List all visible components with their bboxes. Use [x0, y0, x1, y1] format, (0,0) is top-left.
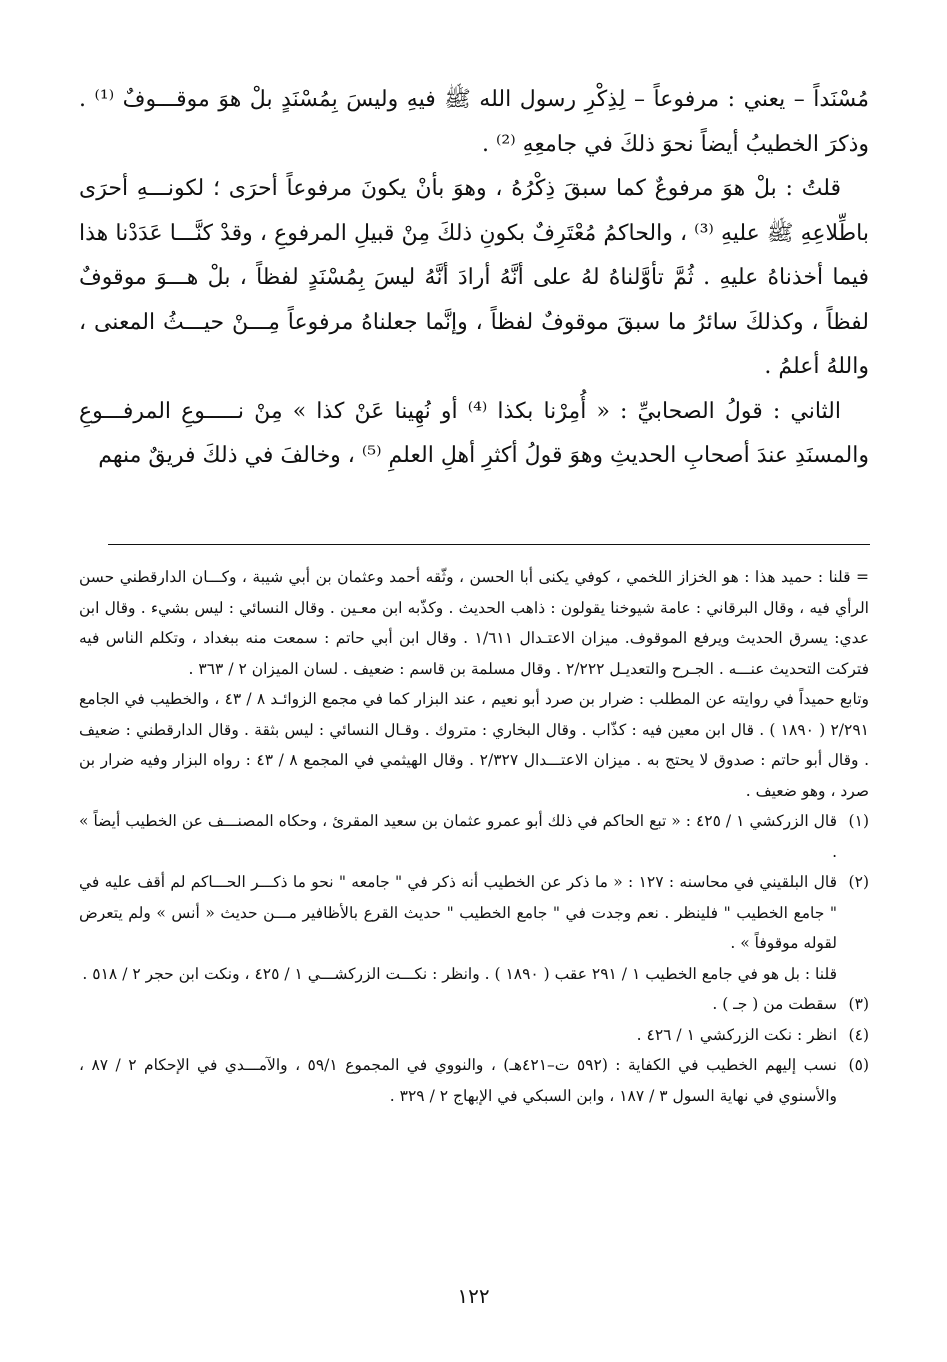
footnote-marker: (١) — [848, 812, 869, 830]
footnote-marker: (٣) — [848, 995, 869, 1013]
footnote-marker: (٤) — [848, 1025, 869, 1044]
footnote-2-addendum: قلنا : بل هو في جامع الخطيب ١ / ٢٩١ عقب ( ١٨٩٠ ) . وانظر : نكـــت الزركشـــي ١ / ٤٢٥ ، ونكت ابن حجر ٢ / ٥١٨ . — [82, 964, 837, 983]
main-text — [79, 78, 869, 479]
footnote-marker: (٢) — [848, 873, 869, 891]
footnote-text: نسب إليهم الخطيب في الكفاية : (٥٩٢ ت–٤٢١هـ) ، والنووي في المجموع ٥٩/١ ، والآمـــدي في الإحكام ٢ / ٨٧ ، والأسنوي في نهاية السول ٣ / ١٨٧ ، وابن السبكي في الإبهاج ٢ / ٣٢٩ . — [79, 1056, 837, 1105]
footnote-text: قال البلقيني في محاسنه : ١٢٧ : « ما ذكر عن الخطيب أنه ذكر في " جامعه " نحو ما ذكـــر الحـــاكم لم أقف عليه في " جامع الخطيب " فلينظر . نعم وجدت في " جامع الخطيب " حديث القرع بالأظافير مـــن حديث « أنس » ولم يتعرض لقوله موقوفاً » . — [79, 873, 837, 952]
main-paragraph-3: الثاني : قولُ الصحابيِّ : « أُمِرْنا بكذا ⁽⁴⁾ أو نُهِينا عَنْ كذا » مِنْ نـــــوعِ المرفـــوعِ والمسنَدِ عندَ أصحابِ الحديثِ وهوَ قولُ أكثرِ أهلِ العلمِ ⁽⁵⁾ ، وخالفَ في ذلكَ فريقٌ منهم — [79, 398, 869, 468]
footnote-marker: (٥) — [848, 1056, 869, 1074]
footnotes — [79, 562, 869, 1111]
main-paragraph-2: قلتُ : بلْ هوَ مرفوعٌ كما سبقَ ذِكْرُهُ ، وهوَ بأنْ يكونَ مرفوعاً أحرَى ؛ لكونـــهِ أحرَى باطِّلاعِهِ ﷺ عليهِ ⁽³⁾ ، والحاكمُ مُعْتَرِفٌ بكونِ ذلكَ مِنْ قبيلِ المرفوعِ ، وقدْ كنَّـــا عَدَدْنا هذا فيما أخذناهُ عليهِ . ثُمَّ تأوَّلناهُ لهُ على أنَّهُ أرادَ أنَّهُ ليسَ بِمُسْنَدٍ لفظاً ، بلْ هـــوَ موقوفٌ لفظاً ، وكذلكَ سائرُ ما سبقَ موقوفٌ لفظاً ، وإنَّما جعلناهُ مرفوعاً مِـــنْ حيـــثُ المعنى ، واللهُ أعلمُ . — [79, 176, 870, 379]
page-number: ١٢٢ — [457, 1284, 490, 1308]
footnote-text: انظر : نكت الزركشي ١ / ٤٢٦ . — [636, 1025, 837, 1044]
footnote-1 — [79, 806, 869, 867]
footnote-2 — [79, 867, 869, 959]
footnote-text: قال الزركشي ١ / ٤٢٥ : « تبع الحاكم في ذلك أبو عمرو عثمان بن سعيد المقرئ ، وحكاه المصنـــف عن الخطيب أيضاً » . — [79, 812, 838, 861]
footnote-continuation-1: = قلنا : حميد هذا : هو الخزاز اللخمي ، كوفي يكنى أبا الحسن ، وثّقه أحمد وعثمان بن أبي شيبة ، وكـــان الدارقطني حسن الرأي فيه ، وقال البرقاني : عامة شيوخنا يقولون : ذاهب الحديث . وكذّبه ابن معـين . وقال النسائي : ليس بشيء . وقال ابن عدي: يسرق الحديث ويرفع الموقوف. ميزان الاعتـدال ١/٦١١ . وقال ابن أبي حاتم : سمعت منه ببغداد ، وتكلم الناس فيه فتركت التحديث عنـــه . الجـرح والتعديـل ٢/٢٢٢ . وقال مسلمة بن قاسم : ضعيف . لسان الميزان ٢ / ٣٦٣ . — [79, 568, 870, 678]
footnote-3 — [79, 989, 869, 1020]
main-paragraph-1: مُسْنَداً – يعني : مرفوعاً – لِذِكْرِ رسول الله ﷺ فيهِ وليسَ بِمُسْنَدٍ بلْ هوَ موقـــوفٌ ⁽¹⁾ . وذكرَ الخطيبُ أيضاً نحوَ ذلكَ في جامعِهِ ⁽²⁾ . — [79, 87, 869, 157]
footnote-continuation-2: وتابع حميداً في روايته عن المطلب : ضرار بن صرد أبو نعيم ، عند البزار كما في مجمع الزوائـد ٨ / ٤٣ ، والخطيب في الجامع ٢/٢٩١ ( ١٨٩٠ ) . قال ابن معين فيه : كذّاب . وقال البخاري : متروك . وقـال النسائي : ليس بثقة . وقال الدارقطني : ضعيف . وقال أبو حاتم : صدوق لا يحتج به . ميزان الاعتـــدال ٢/٣٢٧ . وقال الهيثمي في المجمع ٨ / ٤٣ : رواه البزار وفيه ضرار بن صرد ، وهو ضعيف . — [79, 690, 870, 800]
footnote-5 — [79, 1050, 869, 1111]
footnote-text: سقطت من ( جـ ) . — [712, 995, 837, 1013]
footnote-4 — [79, 1020, 869, 1051]
footnote-divider — [108, 544, 870, 545]
